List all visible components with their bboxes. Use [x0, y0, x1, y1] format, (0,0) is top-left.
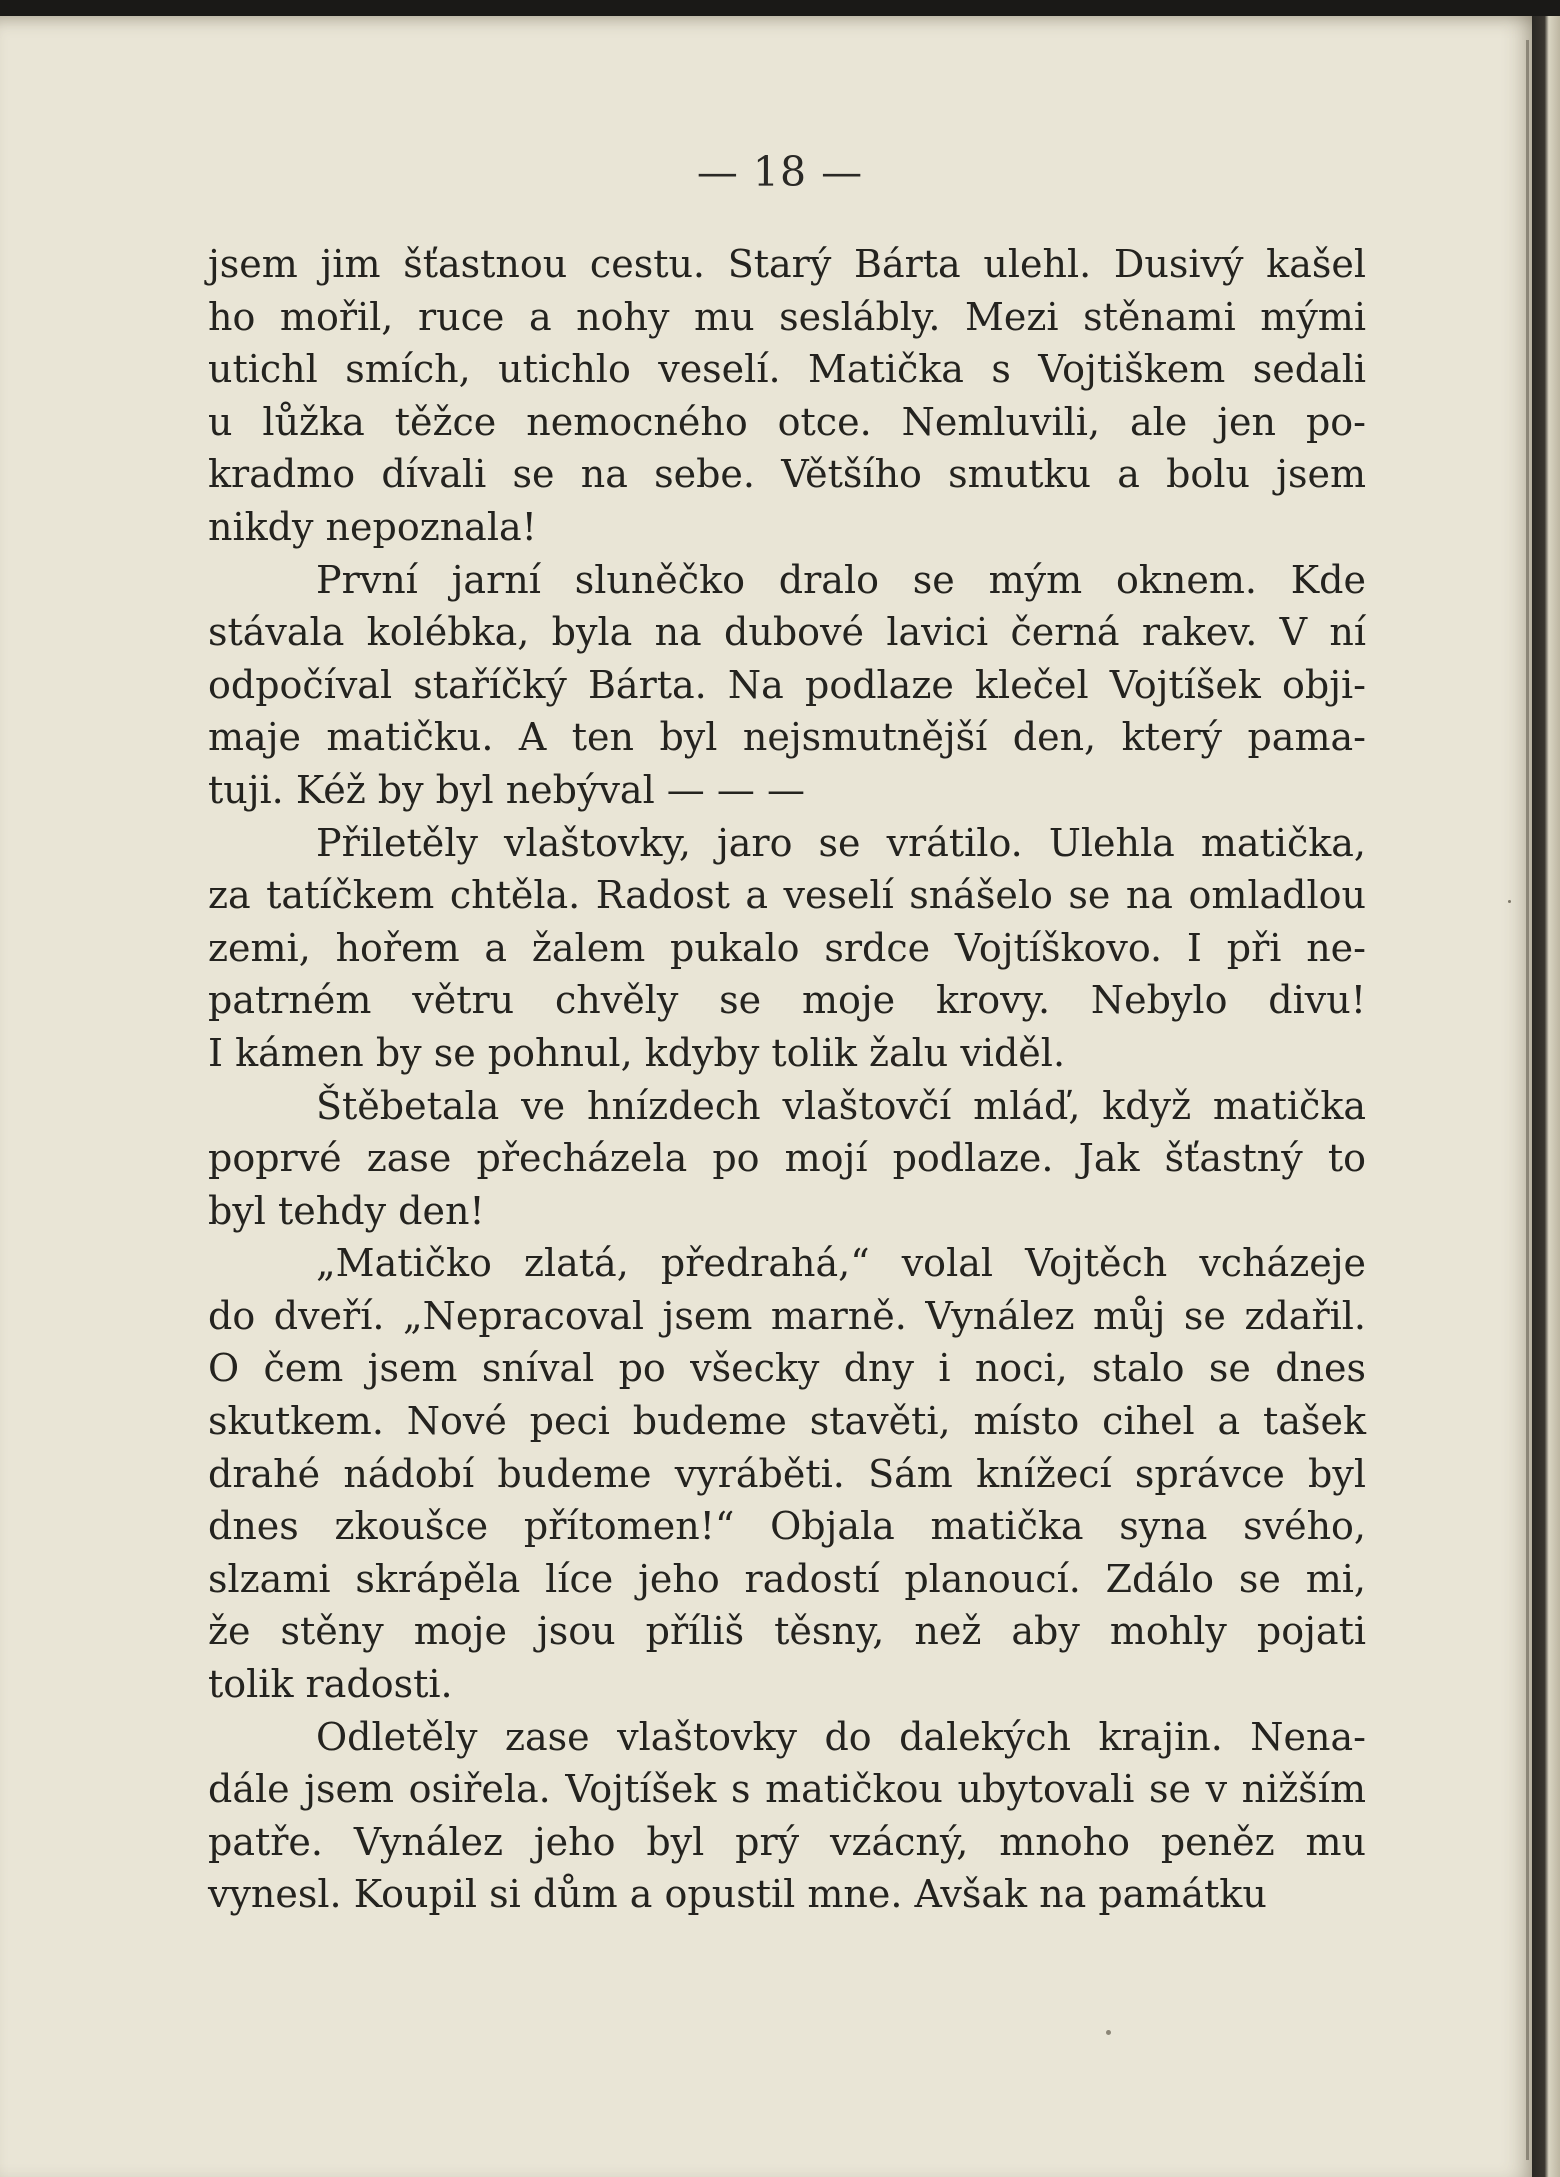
paragraph — [208, 1711, 1366, 1921]
body-text — [208, 238, 1366, 1921]
text-line: utichl smích, utichlo veselí. Matička s Vojtiškem sedali — [208, 347, 1366, 392]
text-line: maje matičku. A ten byl nejsmutnější den, který pama- — [208, 715, 1366, 760]
paragraph — [208, 1237, 1366, 1710]
text-line: nikdy nepoznala! — [208, 504, 537, 549]
text-line: skutkem. Nové peci budeme stavěti, místo cihel a tašek — [208, 1399, 1366, 1444]
text-line: První jarní sluněčko dralo se mým oknem. Kde — [316, 557, 1366, 602]
text-line: odpočíval staříčký Bárta. Na podlaze klečel Vojtíšek obji- — [208, 662, 1366, 707]
paragraph — [208, 1080, 1366, 1238]
text-line: Přiletěly vlaštovky, jaro se vrátilo. Ulehla matička, — [316, 820, 1366, 865]
text-line: zemi, hořem a žalem pukalo srdce Vojtíškovo. I při ne- — [208, 925, 1366, 970]
text-line: jsem jim šťastnou cestu. Starý Bárta ulehl. Dusivý kašel — [208, 242, 1366, 286]
text-line: Štěbetala ve hnízdech vlaštovčí mláď, když matička — [316, 1083, 1366, 1128]
page-edge-shadow — [1526, 40, 1529, 2160]
paper-speck — [1508, 900, 1511, 903]
text-line: O čem jsem sníval po všecky dny i noci, stalo se dnes — [208, 1346, 1366, 1391]
text-line: ho mořil, ruce a nohy mu seslábly. Mezi stěnami mými — [208, 294, 1366, 339]
text-line: patře. Vynález jeho byl prý vzácný, mnoho peněz mu — [208, 1819, 1366, 1864]
text-line: že stěny moje jsou příliš těsny, než aby mohly pojati — [208, 1609, 1366, 1654]
text-line: tuji. Kéž by byl nebýval — — — — [208, 767, 805, 812]
text-line: byl tehdy den! — [208, 1188, 485, 1233]
text-line: dnes zkoušce přítomen!“ Objala matička syna svého, — [208, 1504, 1366, 1549]
paper-speck — [1106, 2030, 1111, 2035]
text-line: poprvé zase přecházela po mojí podlaze. Jak šťastný to — [208, 1136, 1366, 1181]
text-line: vynesl. Koupil si dům a opustil mne. Avšak na památku — [208, 1872, 1267, 1917]
text-line: tolik radosti. — [208, 1662, 453, 1707]
page-edge — [1532, 16, 1560, 2177]
page-number: — 18 — — [696, 148, 864, 196]
text-line: kradmo dívali se na sebe. Většího smutku a bolu jsem — [208, 452, 1366, 497]
text-line: patrném větru chvěly se moje krovy. Nebylo divu! — [208, 978, 1366, 1023]
text-line: „Matičko zlatá, předrahá,“ volal Vojtěch vcházeje — [316, 1241, 1366, 1286]
paragraph — [208, 817, 1366, 1080]
text-line: za tatíčkem chtěla. Radost a veselí snášelo se na omladlou — [208, 873, 1366, 918]
paragraph — [208, 554, 1366, 817]
text-line: u lůžka těžce nemocného otce. Nemluvili, ale jen po- — [208, 399, 1366, 444]
text-line: drahé nádobí budeme vyráběti. Sám knížecí správce byl — [208, 1451, 1366, 1496]
paragraph — [208, 238, 1366, 554]
text-line: I kámen by se pohnul, kdyby tolik žalu viděl. — [208, 1030, 1066, 1075]
text-line: Odletěly zase vlaštovky do dalekých krajin. Nena- — [316, 1714, 1366, 1759]
text-line: do dveří. „Nepracoval jsem marně. Vynález můj se zdařil. — [208, 1293, 1366, 1338]
text-line: stávala kolébka, byla na dubové lavici černá rakev. V ní — [208, 610, 1366, 655]
text-line: slzami skrápěla líce jeho radostí planoucí. Zdálo se mi, — [208, 1556, 1366, 1601]
text-line: dále jsem osiřela. Vojtíšek s matičkou ubytovali se v nižším — [208, 1767, 1366, 1812]
